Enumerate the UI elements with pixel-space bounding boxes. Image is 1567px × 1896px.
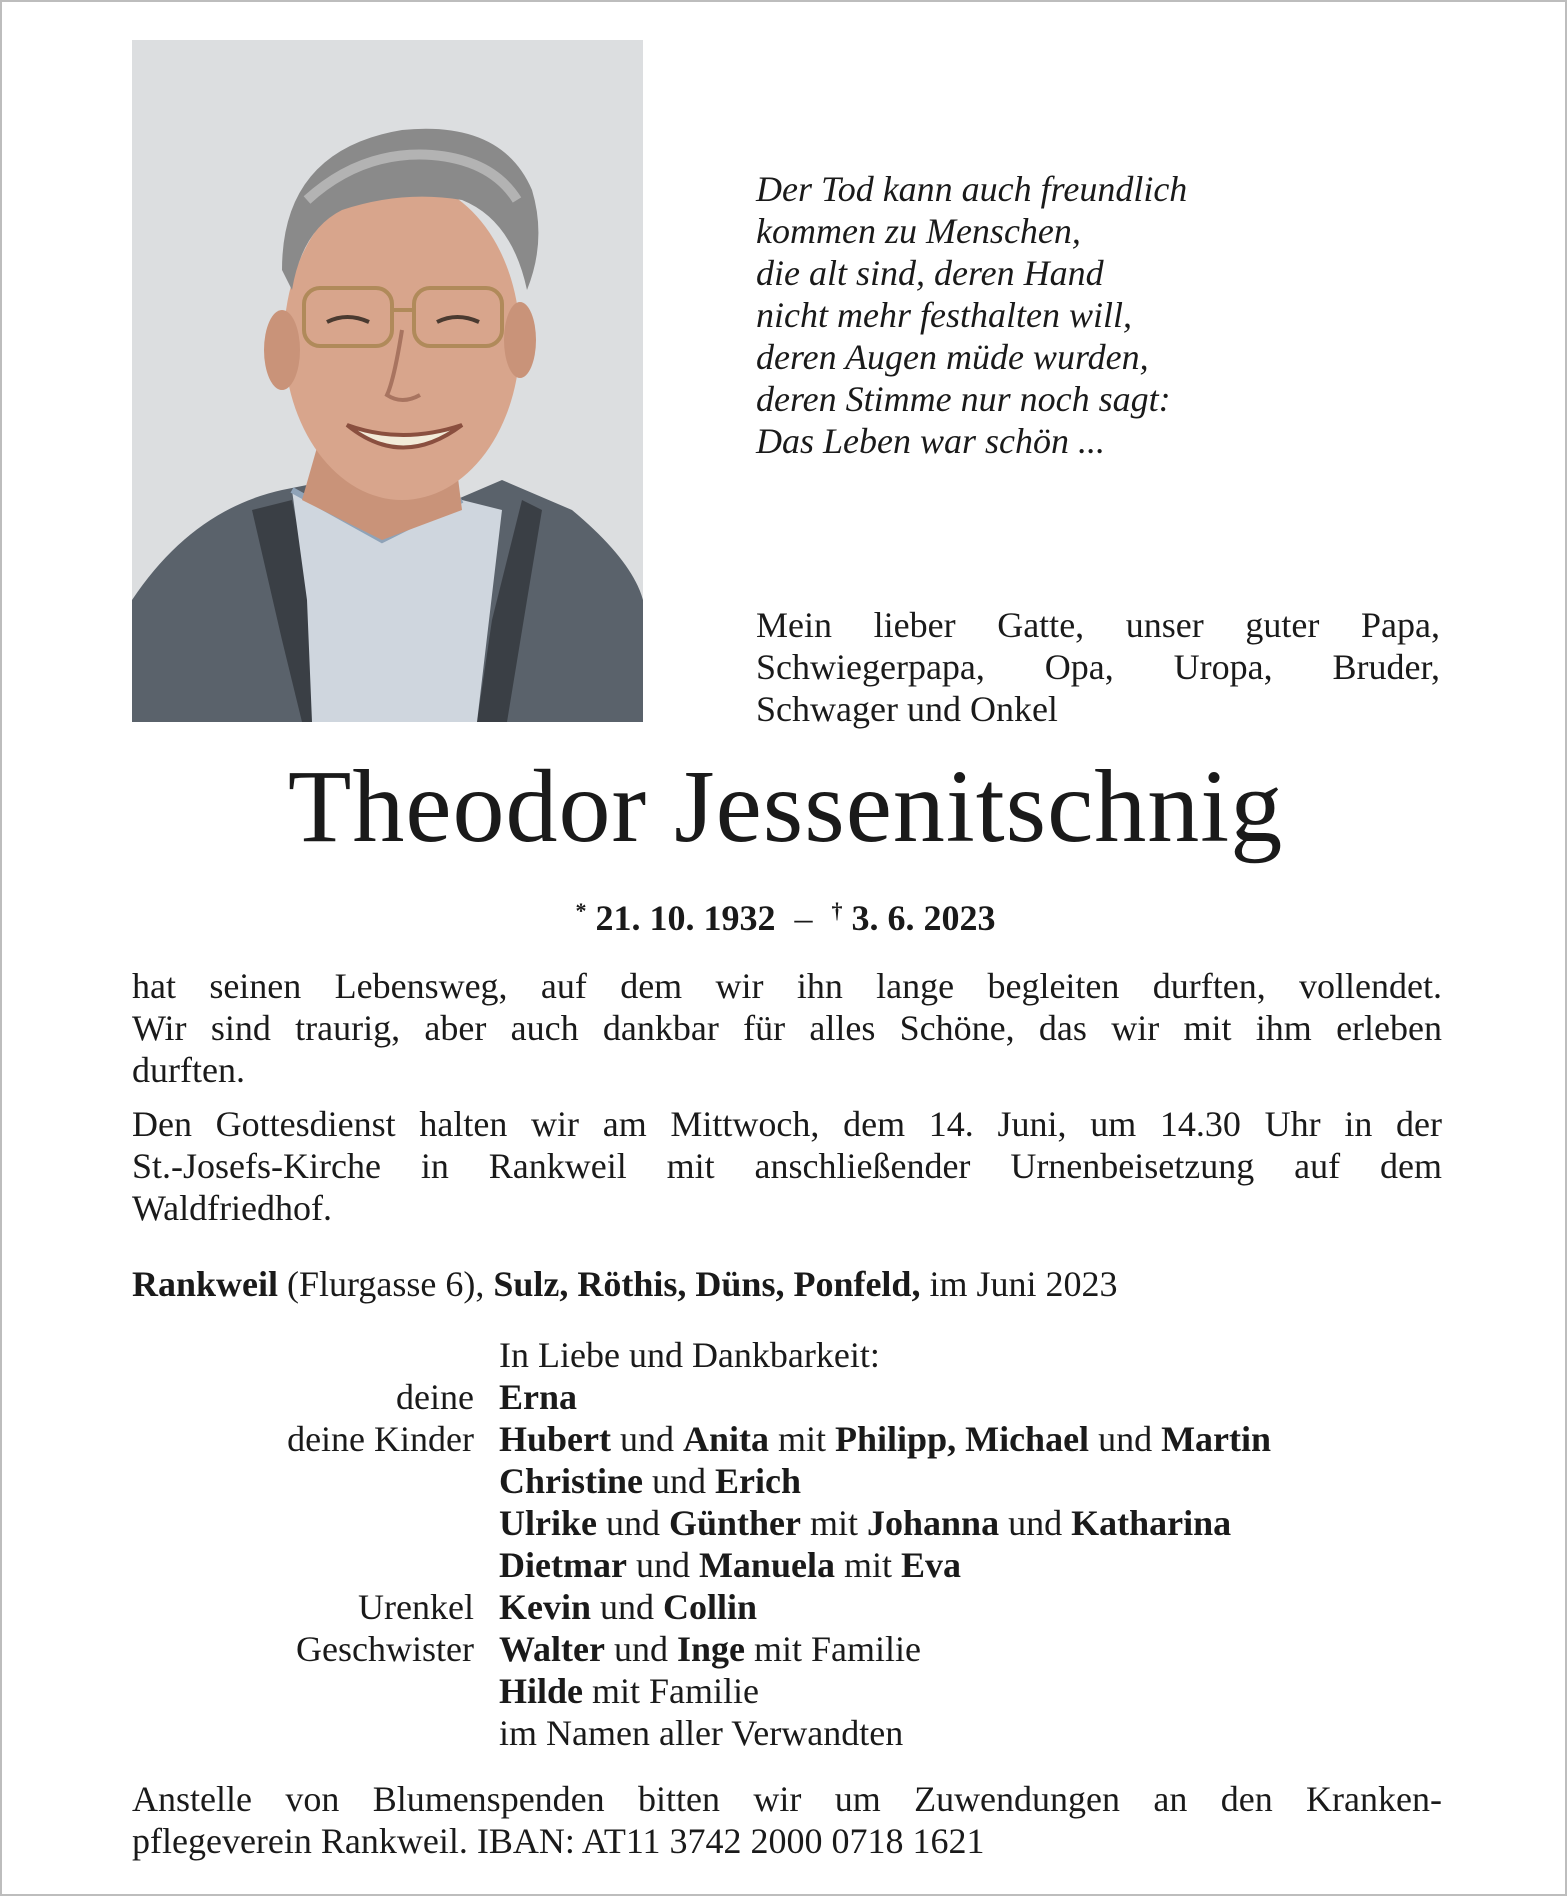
deceased-name: Theodor Jessenitschnig: [287, 749, 1284, 864]
address: (Flurgasse 6),: [278, 1264, 494, 1304]
service-paragraph: [132, 1103, 1442, 1229]
mourner-names: [499, 1628, 921, 1670]
place-date: im Juni 2023: [920, 1264, 1118, 1304]
mourner-names: [499, 1544, 961, 1586]
mourner-names: [499, 1376, 577, 1418]
mourner-names: [499, 1460, 801, 1502]
mourner-name: Philipp, Michael: [835, 1419, 1090, 1459]
paragraph-line: St.-Josefs-Kirche in Rankweil mit anschließender Urnenbeisetzung auf dem: [132, 1146, 1442, 1186]
intro-line: Schwager und Onkel: [756, 689, 1058, 729]
mourner-name: Johanna: [867, 1503, 1000, 1543]
mourner-label: [132, 1712, 499, 1754]
connector: und: [591, 1587, 664, 1627]
mourner-names: [499, 1670, 759, 1712]
mourner-label: [132, 1670, 499, 1712]
list-item: [132, 1628, 1462, 1670]
list-item: [132, 1418, 1462, 1460]
mourner-label: [132, 1544, 499, 1586]
paragraph-line: Waldfriedhof.: [132, 1188, 333, 1228]
poem-line: Der Tod kann auch freundlich: [756, 169, 1188, 209]
poem-line: deren Augen müde wurden,: [756, 337, 1149, 377]
poem-line: die alt sind, deren Hand: [756, 253, 1104, 293]
mourner-label: Geschwister: [296, 1629, 474, 1669]
connector: mit: [769, 1419, 836, 1459]
paragraph-line: Den Gottesdienst halten wir am Mittwoch, dem 14. Juni, um 14.30 Uhr in der: [132, 1104, 1442, 1144]
death-date: 3. 6. 2023: [851, 898, 996, 938]
mourner-names: [499, 1502, 1231, 1544]
mourner-name: Anita: [683, 1419, 770, 1459]
paragraph-line: durften.: [132, 1050, 245, 1090]
life-dates: [2, 890, 1567, 939]
connector: und: [626, 1545, 699, 1585]
paragraph-line: hat seinen Lebensweg, auf dem wir ihn lange begleiten durften, vollendet.: [132, 966, 1442, 1006]
connector: mit: [801, 1503, 868, 1543]
intro-line: Schwiegerpapa, Opa, Uropa, Bruder,: [756, 647, 1440, 687]
list-item: [132, 1460, 1462, 1502]
birth-date: 21. 10. 1932: [595, 898, 776, 938]
mourner-name: Inge: [676, 1629, 745, 1669]
poem-line: nicht mehr festhalten will,: [756, 295, 1132, 335]
poem-line: kommen zu Menschen,: [756, 211, 1081, 251]
mourner-name: Erna: [499, 1377, 578, 1417]
mourner-name: Collin: [663, 1587, 758, 1627]
mourner-name: Ulrike: [499, 1503, 597, 1543]
mourner-label: deine Kinder: [287, 1419, 474, 1459]
connector: und: [643, 1461, 715, 1501]
mourners-list: [132, 1334, 1462, 1754]
mourner-name: Kevin: [499, 1587, 592, 1627]
intro-text: [756, 604, 1440, 730]
mourner-label: [132, 1334, 499, 1376]
mourner-name: Erich: [715, 1461, 801, 1501]
other-places: Sulz, Röthis, Düns, Ponfeld,: [493, 1264, 921, 1304]
connector: mit Familie: [744, 1629, 921, 1669]
farewell-paragraph: [132, 965, 1442, 1091]
mourner-name: Katharina: [1071, 1503, 1232, 1543]
mourner-name: Hubert: [499, 1419, 611, 1459]
mourner-names: [499, 1418, 1271, 1460]
mourner-label: deine: [396, 1377, 474, 1417]
list-item: [132, 1712, 1462, 1754]
mourner-name: Martin: [1161, 1419, 1272, 1459]
mourner-label: Urenkel: [358, 1587, 474, 1627]
poem: [756, 168, 1456, 462]
mourner-name: Günther: [668, 1503, 801, 1543]
intro-line: Mein lieber Gatte, unser guter Papa,: [756, 605, 1440, 645]
mourners-heading: In Liebe und Dankbarkeit:: [499, 1335, 880, 1375]
portrait-photo-icon: [132, 40, 643, 722]
connector: und: [604, 1629, 677, 1669]
portrait-photo: [132, 40, 643, 722]
list-item: [132, 1502, 1462, 1544]
birth-symbol: *: [575, 898, 587, 923]
connector: und: [1089, 1419, 1162, 1459]
donation-line: Anstelle von Blumenspenden bitten wir um Zuwendungen an den Kranken-: [132, 1779, 1442, 1819]
mourner-label: [132, 1502, 499, 1544]
list-item: [132, 1376, 1462, 1418]
mourner-name: Manuela: [698, 1545, 835, 1585]
list-item: [132, 1670, 1462, 1712]
mourner-name: Walter: [499, 1629, 605, 1669]
poem-line: deren Stimme nur noch sagt:: [756, 379, 1171, 419]
mourner-label: [132, 1460, 499, 1502]
date-separator: –: [794, 898, 813, 938]
closing-line: im Namen aller Verwandten: [499, 1713, 904, 1753]
connector: mit: [834, 1545, 901, 1585]
list-item: [132, 1586, 1462, 1628]
mourner-names: [499, 1586, 757, 1628]
connector: und: [596, 1503, 669, 1543]
connector: und: [999, 1503, 1072, 1543]
places-line: [132, 1263, 1117, 1305]
mourner-name: Eva: [900, 1545, 961, 1585]
connector: mit Familie: [583, 1671, 760, 1711]
mourner-name: Dietmar: [499, 1545, 627, 1585]
connector: und: [611, 1419, 683, 1459]
poem-line: Das Leben war schön ...: [756, 421, 1105, 461]
paragraph-line: Wir sind traurig, aber auch dankbar für alles Schöne, das wir mit ihm erleben: [132, 1008, 1442, 1048]
list-item: [132, 1544, 1462, 1586]
donation-note: [132, 1778, 1442, 1862]
death-symbol: †: [831, 898, 843, 923]
mourner-name: Christine: [499, 1461, 643, 1501]
donation-line: pflegeverein Rankweil. IBAN: AT11 3742 2000 0718 1621: [132, 1821, 985, 1861]
list-item: [132, 1334, 1462, 1376]
town: Rankweil: [132, 1264, 279, 1304]
mourner-name: Hilde: [499, 1671, 584, 1711]
